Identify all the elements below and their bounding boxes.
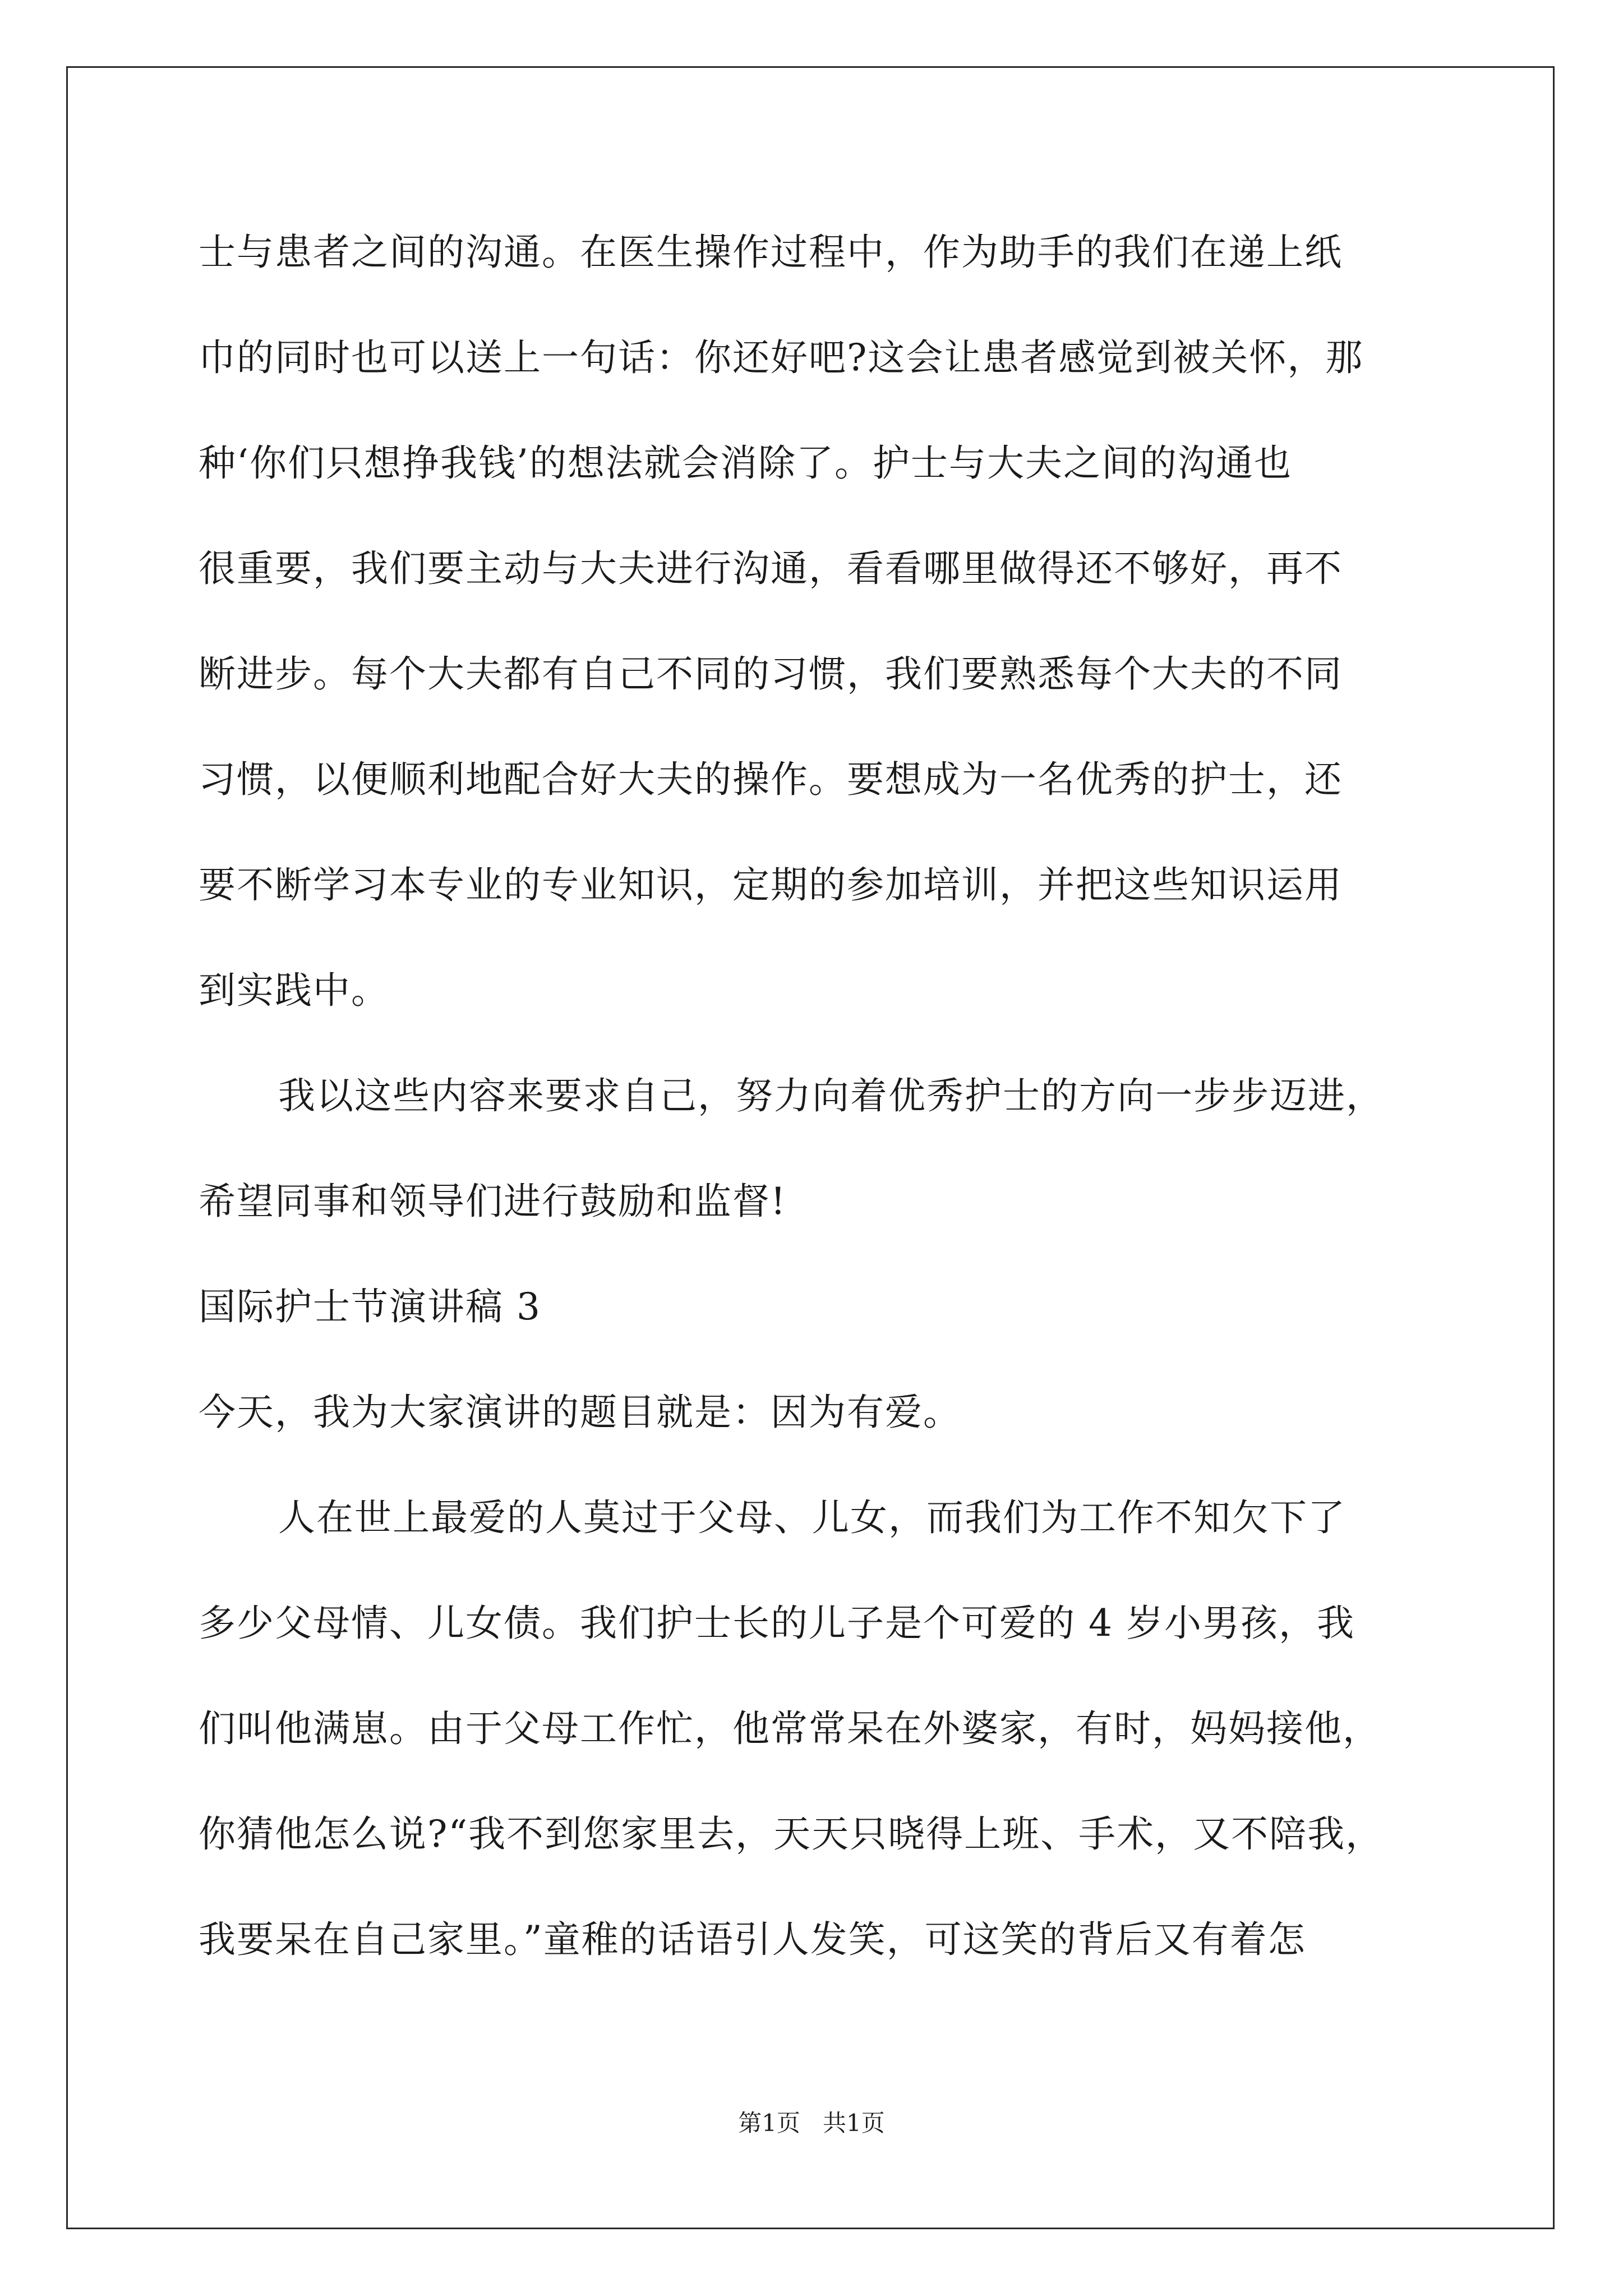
body-text-line: 我要呆在自己家里。”童稚的话语引人发笑，可这笑的背后又有着怎 (199, 1918, 1306, 1961)
section-heading: 国际护士节演讲稿 3 (199, 1285, 541, 1328)
body-text-line: 多少父母情、儿女债。我们护士长的儿子是个可爱的 4 岁小男孩，我 (199, 1602, 1355, 1645)
body-text-line: 到实践中。 (199, 969, 389, 1012)
body-text-line: 我以这些内容来要求自己，努力向着优秀护士的方向一步步迈进， (278, 1074, 1384, 1117)
body-text-line: 们叫他满崽。由于父母工作忙，他常常呆在外婆家，有时，妈妈接他， (199, 1707, 1381, 1750)
page-footer: 第1页 共1页 (738, 2109, 885, 2137)
body-text-line: 断进步。每个大夫都有自己不同的习惯，我们要熟悉每个大夫的不同 (199, 652, 1343, 696)
body-text-line: 人在世上最爱的人莫过于父母、儿女，而我们为工作不知欠下了 (278, 1496, 1346, 1539)
page-border (66, 66, 1555, 2229)
body-text-line: 很重要，我们要主动与大夫进行沟通，看看哪里做得还不够好，再不 (199, 547, 1343, 590)
body-text-line: 巾的同时也可以送上一句话：你还好吧?这会让患者感觉到被关怀，那 (199, 336, 1364, 379)
body-text-line: 士与患者之间的沟通。在医生操作过程中，作为助手的我们在递上纸 (199, 231, 1343, 274)
body-text-line: 种‘你们只想挣我钱’的想法就会消除了。护士与大夫之间的沟通也 (199, 441, 1292, 485)
body-text-line: 你猜他怎么说?“我不到您家里去，天天只晓得上班、手术，又不陪我， (199, 1812, 1384, 1856)
body-text-line: 今天，我为大家演讲的题目就是：因为有爱。 (199, 1391, 961, 1434)
body-text-line: 要不断学习本专业的专业知识，定期的参加培训，并把这些知识运用 (199, 863, 1343, 907)
body-text-line: 希望同事和领导们进行鼓励和监督! (199, 1180, 787, 1223)
body-text-line: 习惯，以便顺利地配合好大夫的操作。要想成为一名优秀的护士，还 (199, 758, 1343, 801)
